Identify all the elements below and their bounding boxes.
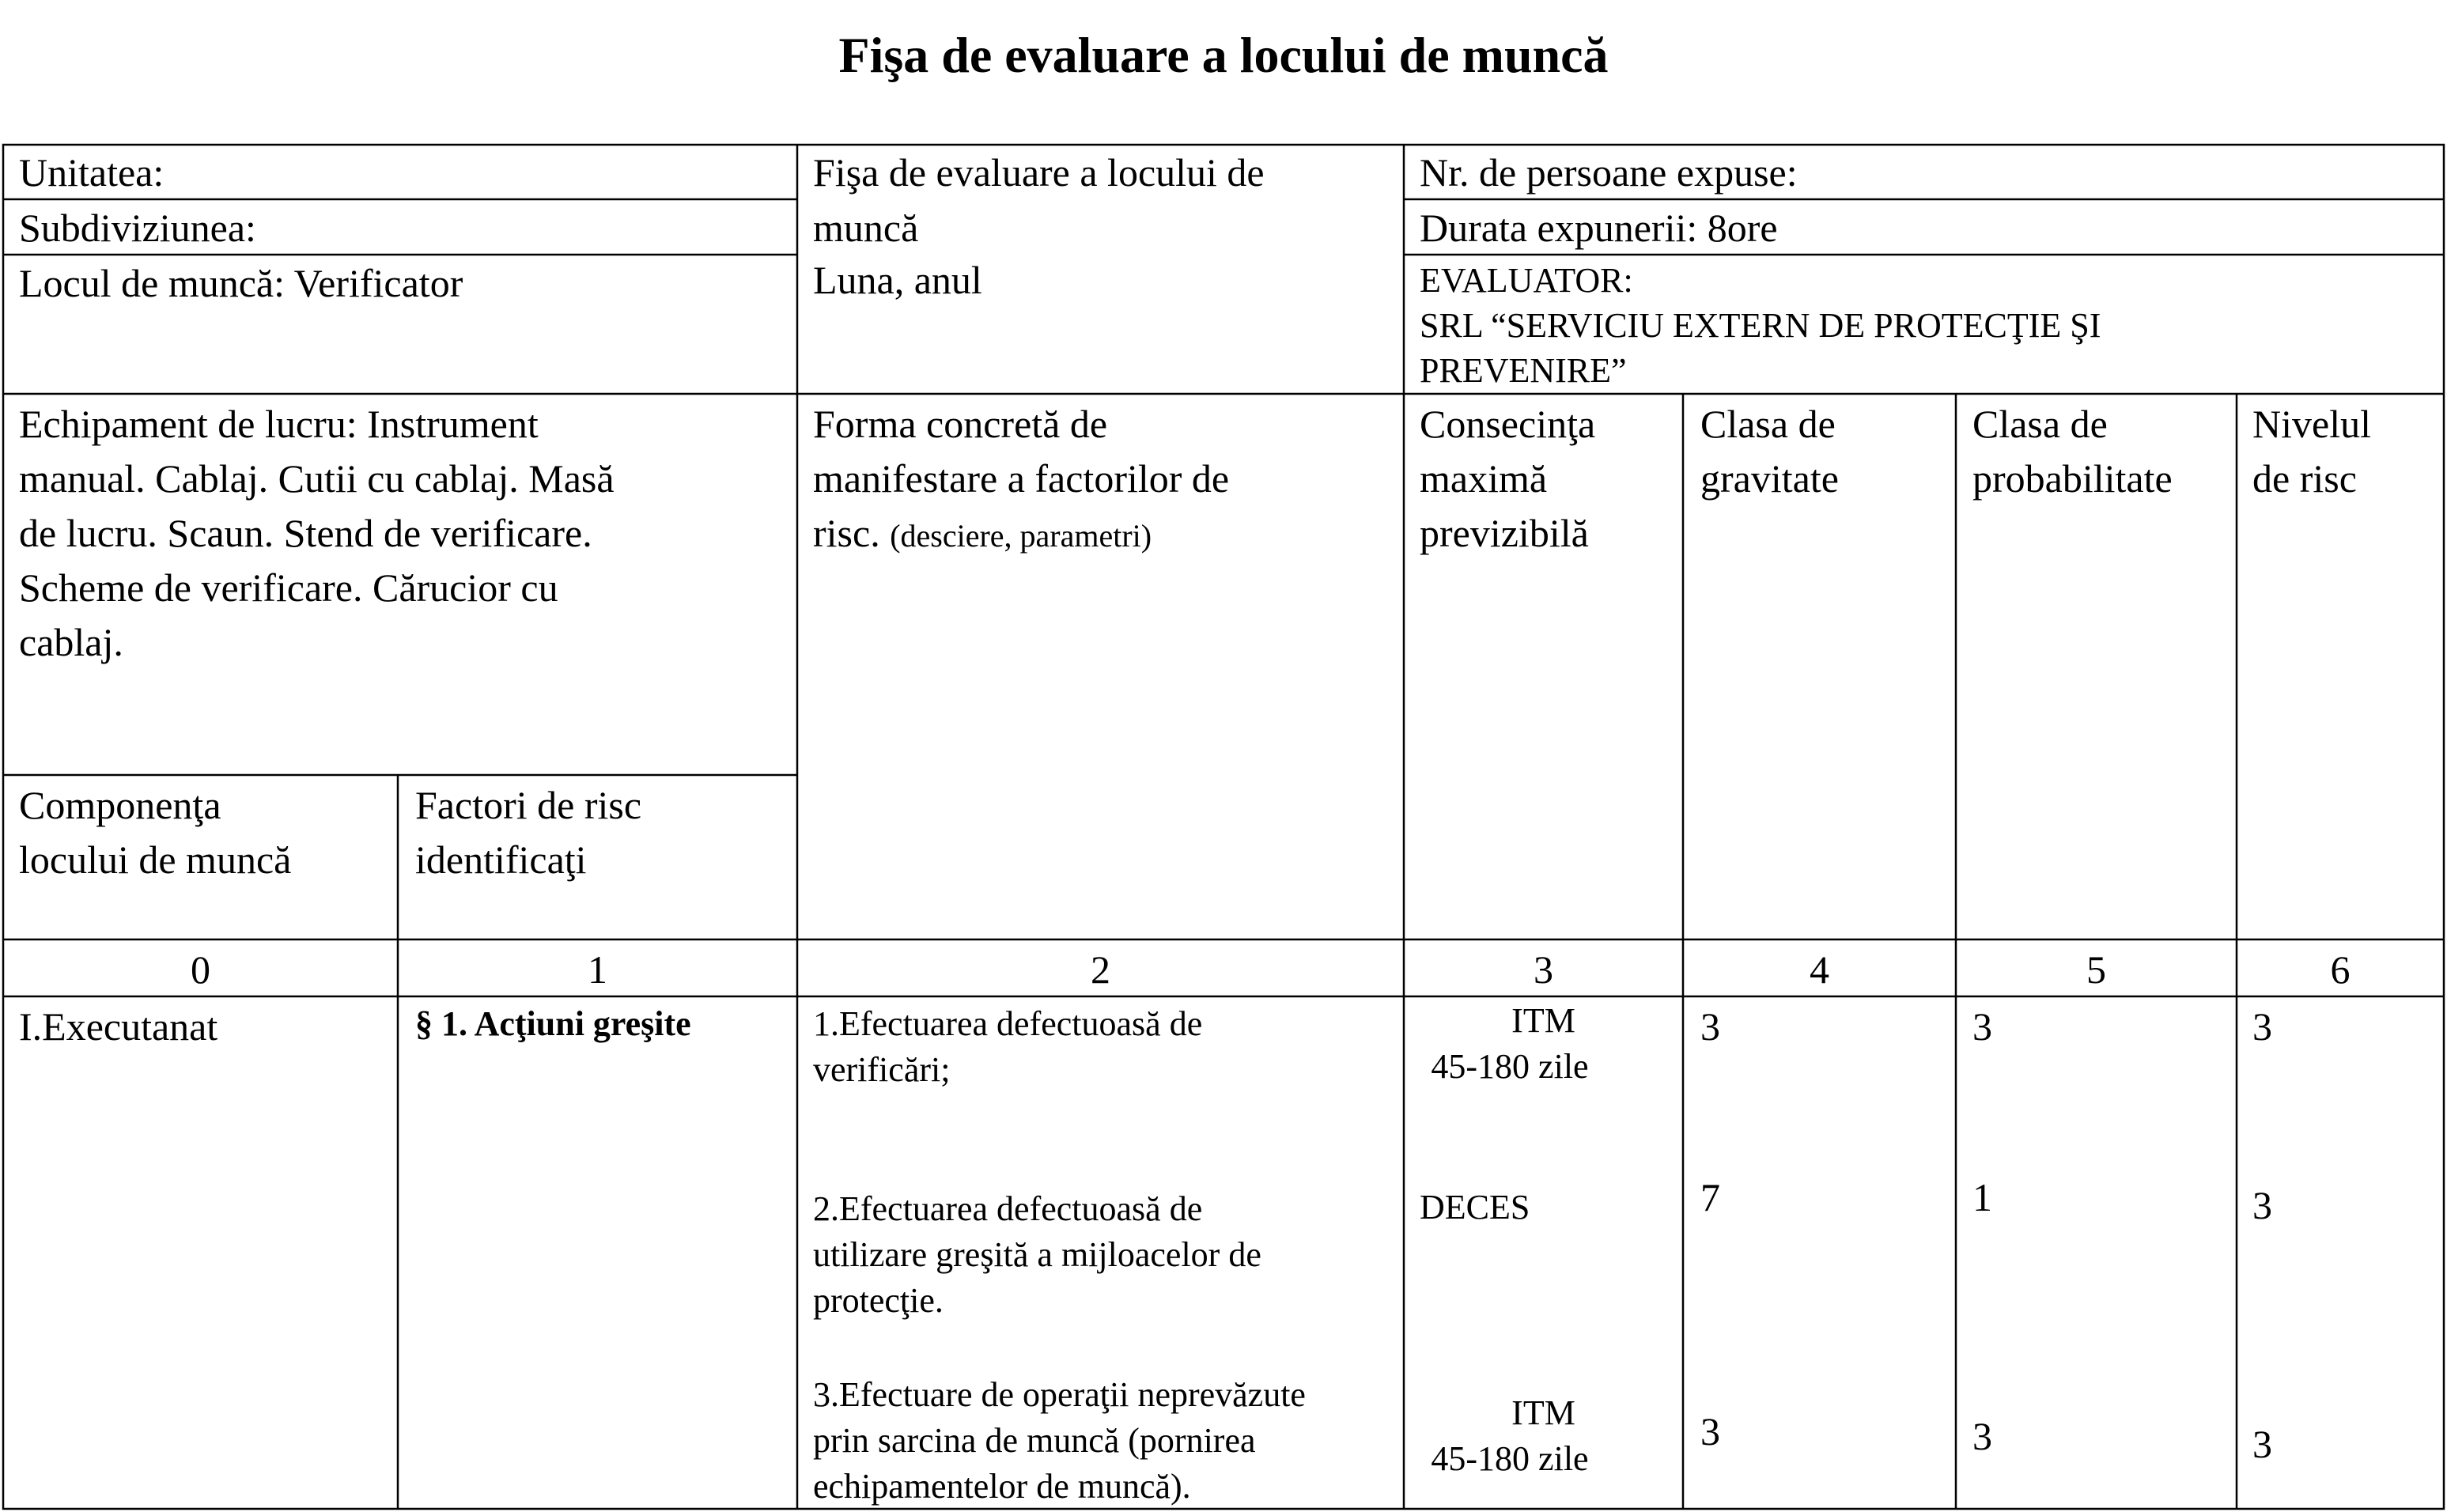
header-risk-form-note: (desciere, parametri) — [890, 518, 1152, 554]
component-name: I.Executanat — [19, 1004, 218, 1049]
column-number: 6 — [2330, 947, 2351, 992]
risk-factor-name: § 1. Acţiuni greşite — [415, 1004, 691, 1043]
sheet-title-line1: Fişa de evaluare a locului de — [813, 150, 1265, 195]
column-number: 4 — [1810, 947, 1829, 992]
column-number: 0 — [191, 947, 210, 992]
month-year-label: Luna, anul — [813, 258, 982, 302]
unit-label: Unitatea: — [19, 150, 165, 195]
workplace-label: Locul de muncă: Verificator — [19, 261, 463, 305]
sheet-title-line2: muncă — [813, 206, 919, 250]
evaluator-name-line1: SRL “SERVICIU EXTERN DE PROTECŢIE ŞI — [1420, 306, 2101, 345]
document-title: Fişa de evaluare a locului de muncă — [838, 27, 1609, 83]
column-number: 1 — [588, 947, 607, 992]
column-number: 5 — [2086, 947, 2106, 992]
exposed-persons-label: Nr. de persoane expuse: — [1420, 150, 1798, 195]
exposure-duration-label: Durata expunerii: 8ore — [1420, 206, 1778, 250]
evaluator-name-line2: PREVENIRE” — [1420, 351, 1627, 390]
subdivision-label: Subdiviziunea: — [19, 206, 256, 250]
column-number: 2 — [1091, 947, 1110, 992]
column-number: 3 — [1534, 947, 1553, 992]
evaluator-label: EVALUATOR: — [1420, 261, 1633, 300]
